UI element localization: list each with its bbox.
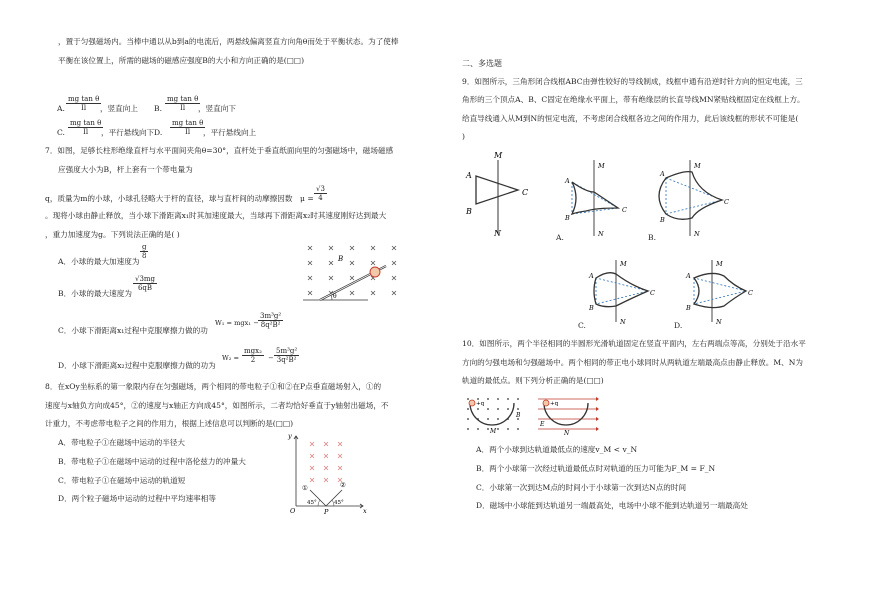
q9-line3: 给直导线通入从M到N的恒定电流，不考虑闭合线框各边之间的作用力，此后该线框的形状不可能是(: [462, 114, 799, 123]
q8-optA: A．带电粒子①在磁场中运动的半径大: [58, 438, 185, 447]
svg-text:M: M: [620, 260, 627, 268]
q7-optA-frac: [140, 243, 148, 260]
svg-text:B: B: [660, 216, 665, 224]
q6-optC-frac: [68, 119, 103, 136]
q9-optC: C.: [578, 321, 586, 330]
q9-optD-figure: [672, 256, 756, 328]
q7-optD-eq2: −: [268, 354, 274, 362]
q6-line2: 平衡在该位置上，所需的磁场的磁感应强度B的大小和方向正确的是(□□): [58, 56, 305, 65]
q6-optC-num: mg tan θ: [70, 119, 102, 127]
q7-optC-eq: W₁ = mgx₁ −: [215, 319, 259, 327]
q7-optA-num: g: [142, 243, 147, 251]
svg-text:N: N: [620, 318, 626, 326]
q8-line3: 计重力，不考虑带电粒子之间的作用力，根据上述信息可以判断的是(□□): [45, 419, 294, 428]
q7-optA: A．小球的最大加速度为: [58, 257, 140, 266]
q10-fig-E: E: [540, 421, 545, 428]
q7-fig-B: B: [338, 255, 344, 263]
q7-optB-den: 6qB: [137, 284, 153, 292]
q6-optD-den: Il: [185, 128, 191, 136]
q7-optB: B．小球的最大速度为: [58, 289, 132, 298]
q9-optA: A.: [556, 233, 564, 242]
q8-optD: D．两个粒子磁场中运动的过程中平均速率相等: [58, 494, 216, 503]
svg-text:C: C: [622, 206, 627, 214]
q6-optD-label: D.: [154, 128, 163, 137]
q8-fig-y: y: [288, 432, 292, 440]
q7-optD-den1: 2: [250, 356, 256, 364]
q10-optD: D．磁场中小球能到达轨道另一端最高处，电场中小球不能到达轨道另一端最高处: [476, 501, 748, 510]
q6-optC-text: ，平行悬线向下: [101, 128, 155, 137]
q10-line1: 10．如图所示，两个半径相同的半圆形光滑轨道固定在竖直平面内，左右两端点等高，分别处于沿水平: [462, 339, 806, 348]
q6-optD-num: mg tan θ: [172, 119, 204, 127]
q7-line3: q，质量为m的小球，小球孔径略大于杆的直径，球与直杆间的动摩擦因数: [45, 194, 293, 203]
q7-optC: C．小球下滑距离x₁过程中克服摩擦力做的功: [58, 326, 208, 335]
svg-text:C: C: [650, 289, 655, 297]
q6-optA-text: ，竖直向上: [100, 104, 138, 113]
q6-optB-num: mg tan θ: [167, 95, 199, 103]
q7-line1: 7．如图，足够长柱形绝缘直杆与水平面间夹角θ=30°，直杆处于垂直纸面向里的匀强磁场中，磁场磁感: [45, 146, 394, 155]
q7-mu: μ =: [300, 194, 314, 203]
q8-figure: [288, 432, 368, 514]
q10-fig-M: M: [490, 428, 497, 435]
q9-label-A: A: [466, 171, 472, 180]
svg-text:B: B: [686, 304, 691, 312]
q8-fig-45a: 45°: [307, 500, 317, 506]
q6-optB-den: Il: [180, 104, 186, 112]
q6-optA-frac: [66, 95, 101, 112]
q7-fig-theta: θ: [333, 293, 337, 300]
q9-label-M: M: [494, 151, 503, 160]
q7-optD-num1: mgx₂: [244, 347, 262, 355]
q7-optD-num2: 5m³g²: [276, 347, 298, 355]
q6-optB-text: ，竖直向下: [198, 104, 236, 113]
svg-text:B: B: [589, 304, 594, 312]
q9-main-figure: [462, 148, 542, 240]
svg-text:N: N: [716, 318, 722, 326]
svg-text:A: A: [660, 170, 665, 178]
q7-line5: ，重力加速度为g。下列说法正确的是( ): [45, 230, 180, 239]
q7-optD-eq1: W₂ =: [222, 354, 240, 362]
q10-fig-q1: +q: [476, 401, 485, 407]
q6-optB-frac: [165, 95, 200, 112]
q10-fig-N: N: [564, 430, 570, 437]
q9-label-B: B: [466, 207, 472, 216]
q9-line1: 9．如图所示，三角形闭合线框ABC由弹性较好的导线制成，线框中通有沿逆时针方向的恒定电流，三: [462, 77, 803, 86]
q9-line4: ): [462, 132, 465, 141]
q8-optB: B．带电粒子①在磁场中运动的过程中洛伦兹力的冲量大: [58, 457, 246, 466]
q8-fig-x: x: [363, 507, 367, 515]
q9-label-C: C: [522, 188, 529, 197]
q8-fig-45b: 45°: [334, 500, 344, 506]
q6-optC-den: Il: [83, 128, 89, 136]
q7-line4: 。现将小球由静止释放，当小球下滑距离x₁时其加速度最大，当球再下滑距离x₂时其速度刚好达到最大: [45, 211, 387, 220]
q7-optC-num: 3m³g²: [260, 312, 282, 320]
q8-fig-1: ①: [302, 484, 308, 492]
q7-mu-den: 4: [318, 194, 323, 202]
svg-text:A: A: [589, 272, 594, 280]
q7-optD-frac2: [274, 347, 299, 364]
q9-optB-figure: [648, 156, 730, 244]
q9-optB: B.: [648, 233, 656, 242]
q10-fig-q2: +q: [550, 401, 559, 407]
q10-fig-B: B: [516, 412, 521, 419]
q8-field-marks: [310, 442, 342, 482]
section-heading: 二、多选题: [462, 59, 502, 68]
q7-optD: D．小球下滑距离x₂过程中克服摩擦力做的功为: [58, 361, 216, 370]
q7-optB-frac: [133, 275, 157, 292]
q6-optA-label: A.: [57, 104, 65, 113]
q8-fig-P: P: [324, 508, 329, 516]
q8-optC: C．带电粒子①在磁场中运动的轨道短: [58, 476, 186, 485]
q10-electric-figure: [536, 393, 600, 437]
q7-optC-frac: [258, 312, 283, 329]
q6-optD-frac: [170, 119, 205, 136]
svg-text:N: N: [598, 230, 604, 238]
svg-text:C: C: [724, 198, 729, 206]
svg-text:N: N: [694, 230, 700, 238]
q9-triangle: [476, 176, 518, 204]
q7-line2: 应强度大小为B，杆上套有一个带电量为: [58, 165, 193, 174]
q7-mu-frac: [314, 185, 327, 202]
svg-text:M: M: [694, 162, 701, 170]
q10-line3: 轨道的最低点。则下列分析正确的是(□□): [462, 376, 604, 385]
q7-mu-num: √3: [316, 185, 325, 193]
q9-optA-figure: [556, 156, 636, 244]
q10-optB: B．两个小球第一次经过轨道最低点时对轨道的压力可能为F_M = F_N: [476, 464, 716, 473]
q8-fig-2: ②: [340, 481, 346, 489]
q6-optA-num: mg tan θ: [68, 95, 100, 103]
q8-line1: 8．在xOy坐标系的第一象限内存在匀强磁场，两个相同的带电粒子①和②在P点垂直磁场射入，①的: [45, 382, 382, 391]
q10-magnetic-figure: [462, 393, 526, 437]
q8-fig-O: O: [290, 507, 296, 515]
q7-optC-den: 8q²B²: [260, 321, 281, 329]
q9-optC-figure: [576, 256, 660, 328]
q8-line2: 速度与x轴负方向成45°，②的速度与x轴正方向成45°，如图所示，二者均恰好垂直于y轴射出磁场，不: [45, 401, 389, 410]
q6-optA-den: Il: [81, 104, 87, 112]
q7-field-marks: [308, 246, 396, 295]
q7-optD-frac1: [242, 347, 264, 364]
q9-optD: D.: [674, 321, 683, 330]
svg-text:A: A: [565, 177, 570, 185]
q7-optD-den2: 3q²B²: [276, 356, 297, 364]
q7-figure: [298, 242, 408, 302]
q6-optD-text: ，平行悬线向上: [203, 128, 257, 137]
svg-text:B: B: [565, 214, 570, 222]
q6-line1: ，置于匀强磁场内。当棒中通以从b到a的电流后，两悬线偏离竖直方向角θ而处于平衡状态。为了使棒: [58, 37, 399, 46]
svg-text:C: C: [748, 289, 753, 297]
q10-optC: C．小球第一次到达M点的时间小于小球第一次到达N点的时间: [476, 483, 687, 492]
svg-text:M: M: [716, 260, 723, 268]
q10-line2: 方向的匀强电场和匀强磁场中。两个相同的带正电小球同时从两轨道左端最高点由静止释放。M、N为: [462, 358, 803, 367]
q9-label-N: N: [494, 229, 501, 238]
svg-text:A: A: [686, 272, 691, 280]
q9-line2: 角形的三个顶点A、B、C固定在绝缘水平面上，带有绝缘层的长直导线MN紧贴线框固定在线框上方。: [462, 95, 805, 104]
q10-optA: A．两个小球到达轨道最低点的速度v_M < v_N: [476, 445, 638, 454]
svg-text:M: M: [598, 162, 605, 170]
q7-ball: [370, 267, 380, 277]
q6-optC-label: C.: [57, 128, 65, 137]
q6-optB-label: B.: [154, 104, 162, 113]
q7-optB-num: √3mg: [135, 275, 156, 283]
q7-optA-den: 8: [142, 252, 147, 260]
